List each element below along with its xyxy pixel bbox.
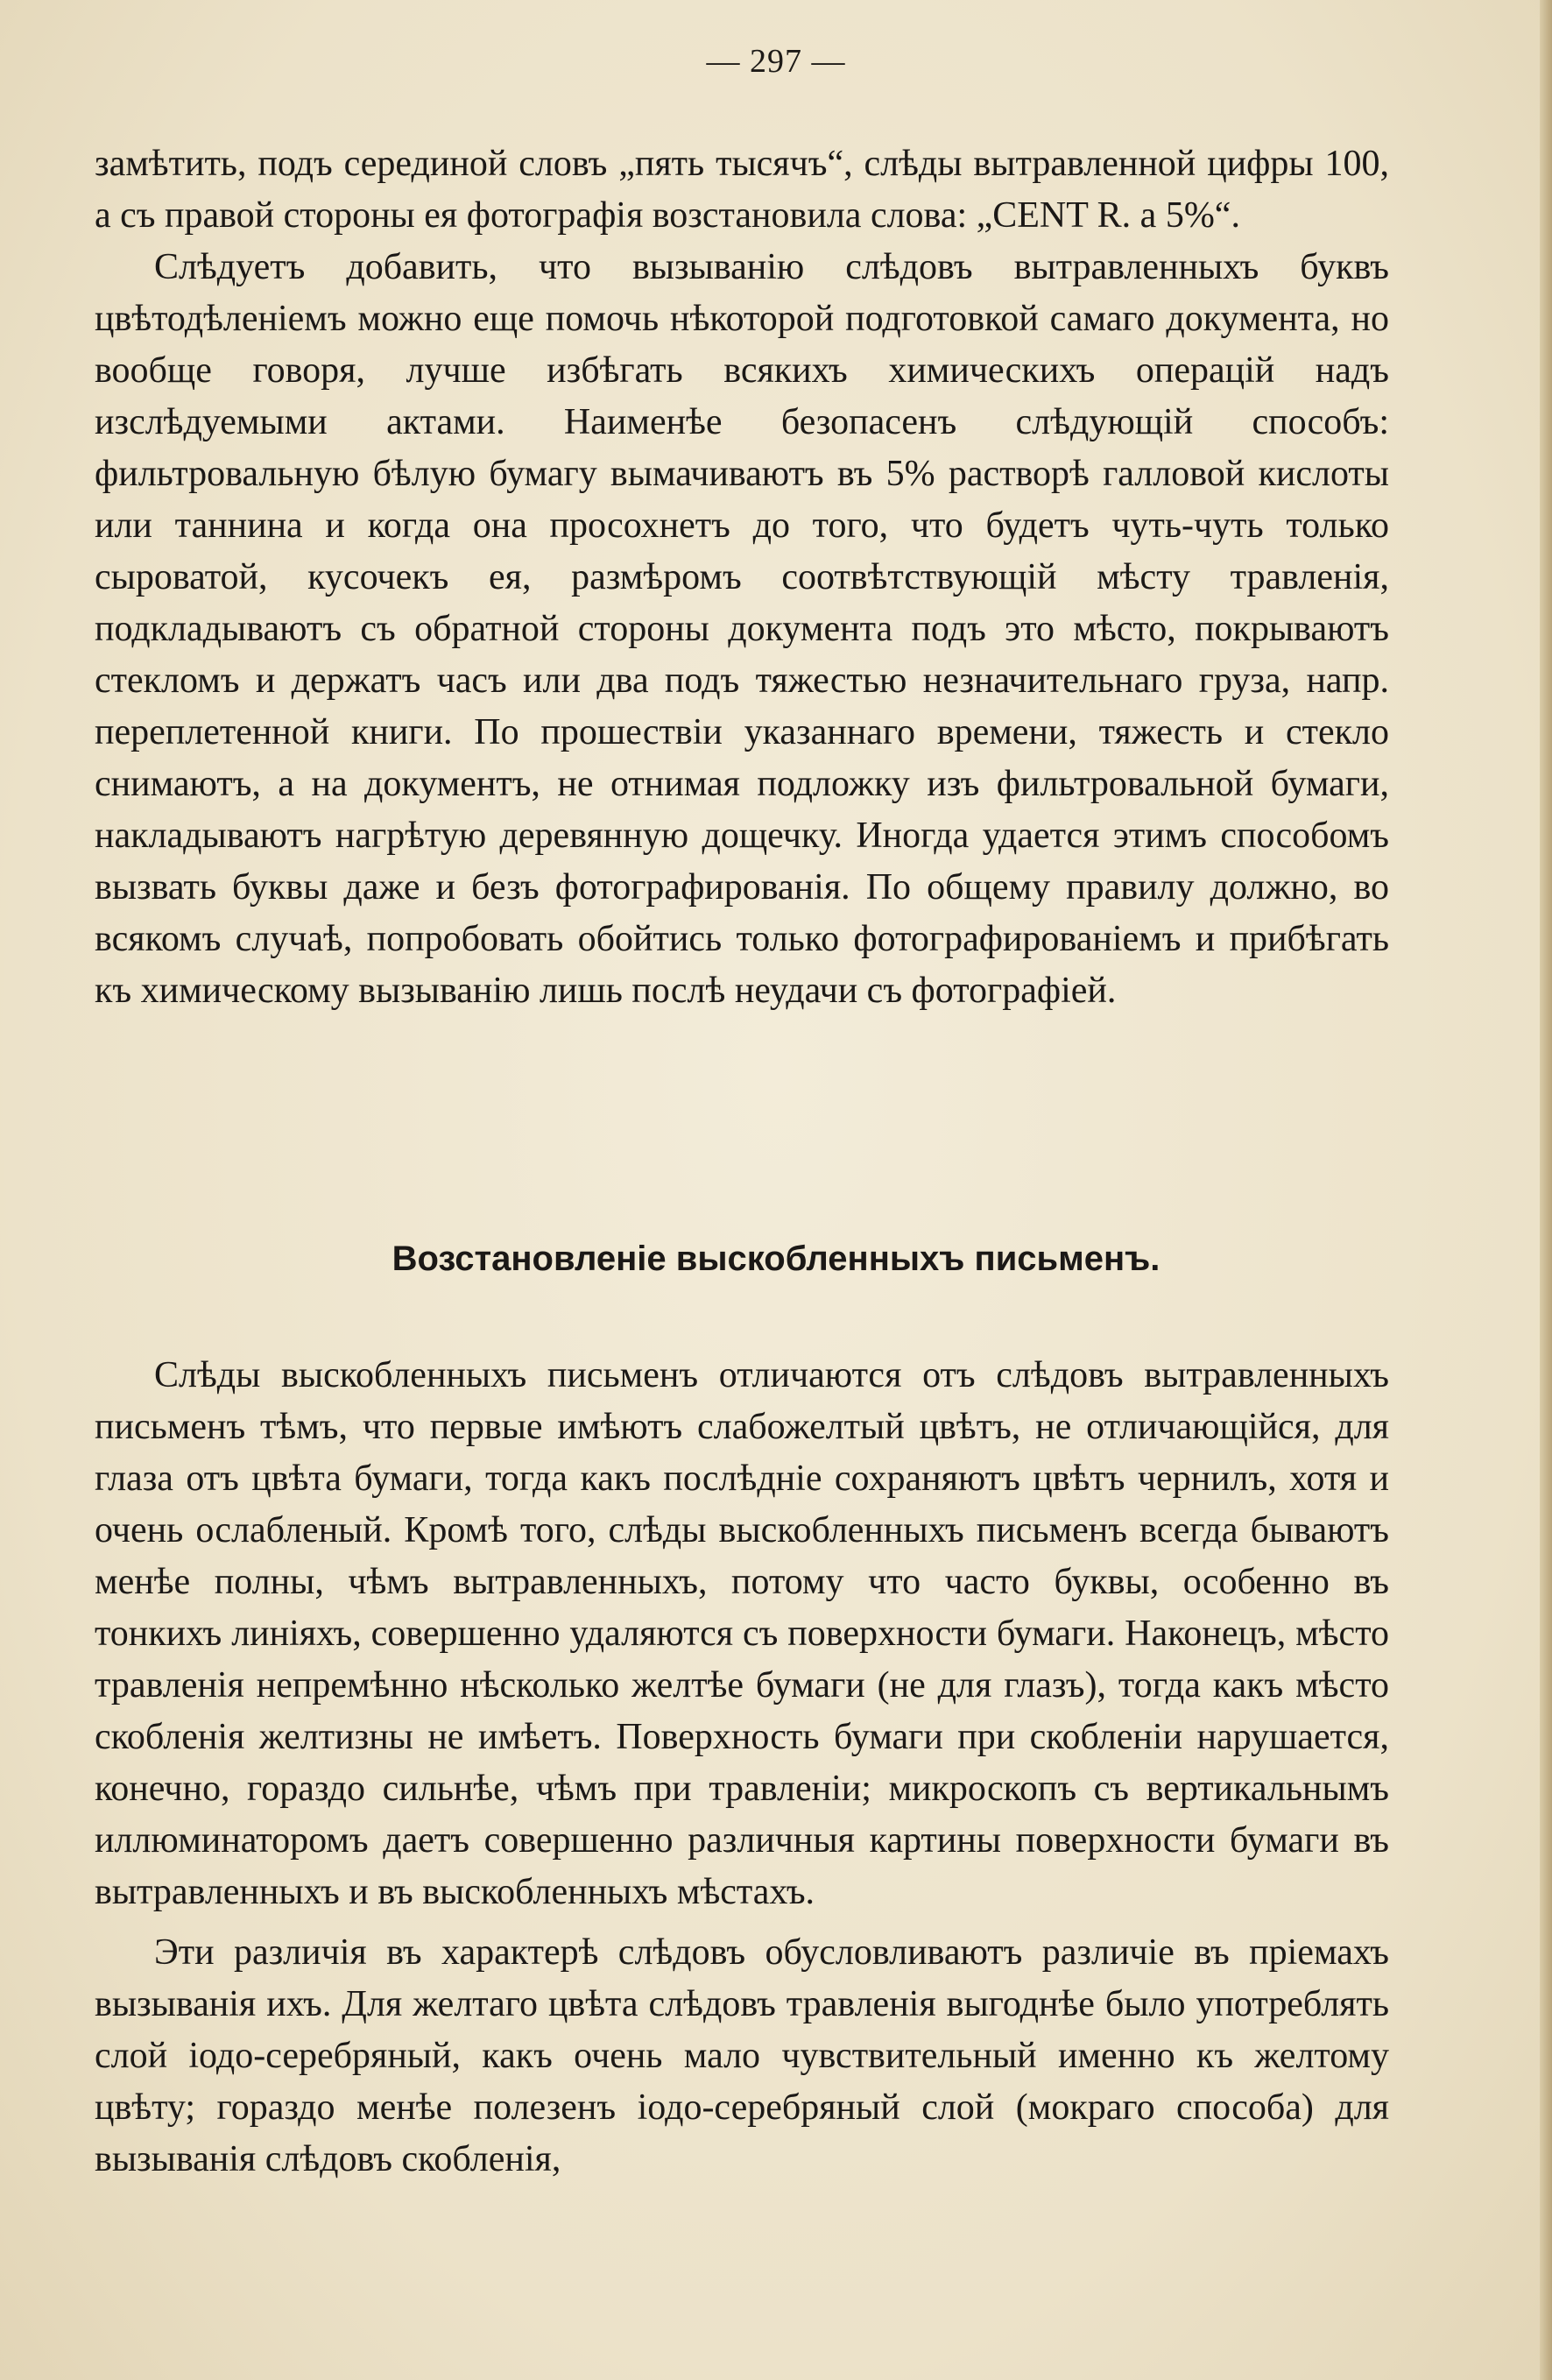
paragraph: Слѣдуетъ добавить, что вызыванію слѣдовъ вытравленныхъ буквъ цвѣтодѣленіемъ можно еще помочь нѣкоторой подготовкой самаго документа, но вообще говоря, лучше избѣгать всякихъ химическихъ операцій надъ изслѣдуемыми актами. Наименѣе безопасенъ слѣдующій способъ: фильтровальную бѣлую бумагу вымачиваютъ въ 5% растворѣ галловой кислоты или таннина и когда она просохнетъ до того, что будетъ чуть-чуть только сыроватой, кусочекъ ея, размѣромъ соотвѣтствующій мѣсту травленія, подкладываютъ съ обратной стороны документа подъ это мѣсто, покрываютъ стекломъ и держатъ часъ или два подъ тяжестью незначительнаго груза, напр. переплетенной книги. По прошествіи указаннаго времени, тяжесть и стекло снимаютъ, а на документъ, не отнимая подложку изъ фильтровальной бумаги, накладываютъ нагрѣтую деревянную дощечку. Иногда удается этимъ способомъ вызвать буквы даже и безъ фотографированія. По общему правилу должно, во всякомъ случаѣ, попробовать обойтись только фотографированіемъ и прибѣгать къ химическому вызыванію лишь послѣ неудачи съ фотографіей. [95, 247, 1389, 1011]
text-block-bottom [95, 1350, 1389, 2186]
page-edge-shadow [1540, 0, 1552, 2380]
paragraph-continuation: замѣтить, подъ серединой словъ „пять тысячъ“, слѣды вытравленной цифры 100, а съ правой стороны ея фотографія возстановила слова: „CENT R. a 5%“. [95, 144, 1389, 236]
section-heading: Возстановленіе выскобленныхъ письменъ. [392, 1239, 1160, 1278]
page-number: — 297 — [706, 43, 846, 80]
paragraph: Слѣды выскобленныхъ письменъ отличаются отъ слѣдовъ вытравленныхъ письменъ тѣмъ, что первые имѣютъ слабожелтый цвѣтъ, не отличающійся, для глаза отъ цвѣта бумаги, тогда какъ послѣдніе сохраняютъ цвѣтъ чернилъ, хотя и очень ослабленый. Кромѣ того, слѣды выскобленныхъ письменъ всегда бываютъ менѣе полны, чѣмъ вытравленныхъ, потому что часто буквы, особенно въ тонкихъ линіяхъ, совершенно удаляются съ поверхности бумаги. Наконецъ, мѣсто травленія непремѣнно нѣсколько желтѣе бумаги (не для глазъ), тогда какъ мѣсто скобленія желтизны не имѣетъ. Поверхность бумаги при скобленіи нарушается, конечно, гораздо сильнѣе, чѣмъ при травленіи; микроскопъ съ вертикальнымъ иллюминаторомъ даетъ совершенно различныя картины поверхности бумаги въ вытравленныхъ и въ выскобленныхъ мѣстахъ. [95, 1355, 1389, 1912]
text-block-top [95, 138, 1389, 1017]
paragraph: Эти различія въ характерѣ слѣдовъ обусловливаютъ различіе въ пріемахъ вызыванія ихъ. Для желтаго цвѣта слѣдовъ травленія выгоднѣе было употреблять слой іодо-серебряный, какъ очень мало чувствительный именно къ желтому цвѣту; гораздо менѣе полезенъ іодо-серебряный слой (мокраго способа) для вызыванія слѣдовъ скобленія, [95, 1932, 1389, 2179]
